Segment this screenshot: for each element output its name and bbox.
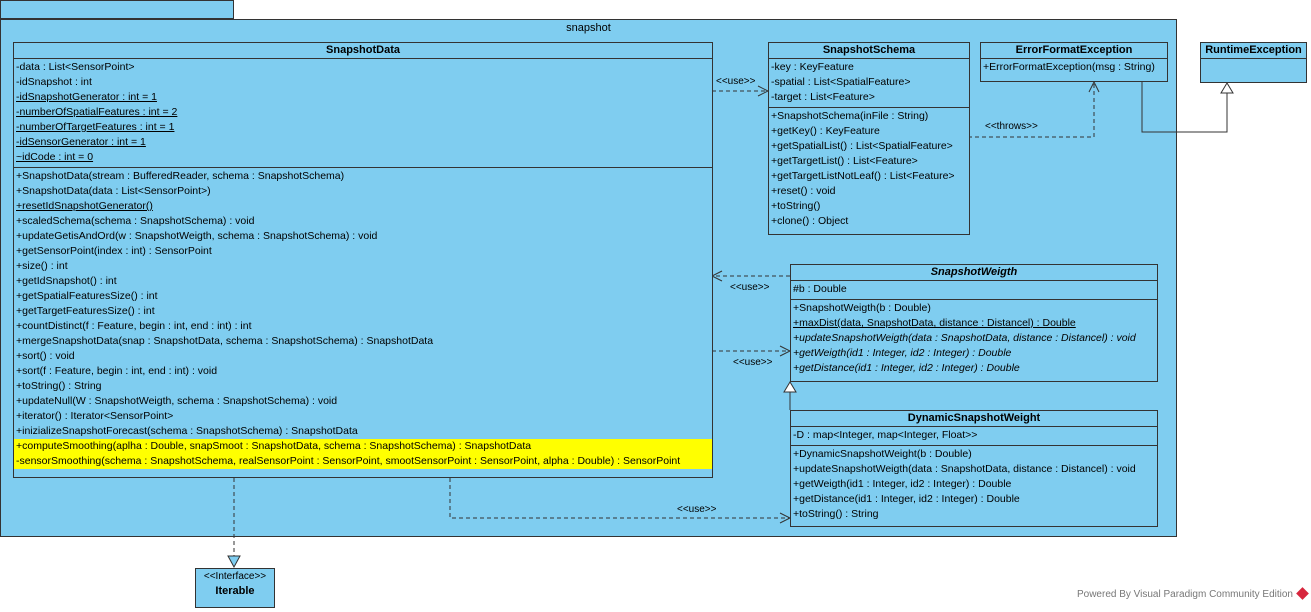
attribute: -spatial : List<SpatialFeature>	[771, 76, 911, 88]
label-use-4: <<use>>	[677, 504, 717, 515]
operations-section	[769, 108, 969, 231]
attributes-section	[791, 281, 1157, 300]
attribute-static: -idSnapshotGenerator : int = 1	[16, 91, 157, 103]
operation: +getKey() : KeyFeature	[771, 125, 880, 137]
operation: +reset() : void	[771, 185, 836, 197]
class-title: SnapshotData	[14, 43, 712, 59]
operation: +getWeigth(id1 : Integer, id2 : Integer) : Double	[793, 478, 1012, 490]
operation: +getSensorPoint(index : int) : SensorPoint	[16, 245, 212, 257]
operation-static: +resetIdSnapshotGenerator()	[16, 200, 153, 212]
operation: +toString() : String	[16, 380, 102, 392]
operation: +getDistance(id1 : Integer, id2 : Integer) : Double	[793, 493, 1020, 505]
operation: +updateGetisAndOrd(w : SnapshotWeigth, schema : SnapshotSchema) : void	[16, 230, 378, 242]
operation: +countDistinct(f : Feature, begin : int, end : int) : int	[16, 320, 252, 332]
operation: +updateSnapshotWeigth(data : SnapshotData, distance : Distancel) : void	[793, 463, 1136, 475]
operation: +SnapshotWeigth(b : Double)	[793, 302, 931, 314]
operation: +getSpatialFeaturesSize() : int	[16, 290, 158, 302]
operation: +scaledSchema(schema : SnapshotSchema) : void	[16, 215, 255, 227]
attribute-static: -numberOfSpatialFeatures : int = 2	[16, 106, 178, 118]
operations-section	[791, 446, 1157, 524]
attribute: -target : List<Feature>	[771, 91, 875, 103]
class-snapshotweigth[interactable]	[790, 264, 1158, 382]
operation: +getTargetFeaturesSize() : int	[16, 305, 155, 317]
realization-triangle-iterable	[228, 556, 240, 567]
attribute-static: ~idCode : int = 0	[16, 151, 94, 163]
class-title: SnapshotSchema	[769, 43, 969, 59]
attributes-section	[791, 427, 1157, 446]
operation: +inizializeSnapshotForecast(schema : SnapshotSchema) : SnapshotData	[16, 425, 358, 437]
attribute: -data : List<SensorPoint>	[16, 61, 135, 73]
attribute: -key : KeyFeature	[771, 61, 854, 73]
class-snapshotdata[interactable]	[13, 42, 713, 478]
attribute: -D : map<Integer, map<Integer, Float>>	[793, 429, 978, 441]
label-use-2: <<use>>	[730, 282, 770, 293]
operation-abstract: +updateSnapshotWeigth(data : SnapshotData, distance : Distancel) : void	[793, 332, 1136, 344]
operation: +iterator() : Iterator<SensorPoint>	[16, 410, 174, 422]
use-snapshotdata-dynamic	[450, 478, 790, 518]
package-name: snapshot	[566, 22, 611, 34]
attribute: #b : Double	[793, 283, 847, 295]
operation: +getIdSnapshot() : int	[16, 275, 117, 287]
operation: +getTargetList() : List<Feature>	[771, 155, 918, 167]
operation: +DynamicSnapshotWeight(b : Double)	[793, 448, 972, 460]
generalization-triangle-runtime	[1221, 83, 1233, 93]
operation-static: +maxDist(data, SnapshotData, distance : Distancel) : Double	[793, 317, 1076, 329]
attribute-static: -numberOfTargetFeatures : int = 1	[16, 121, 175, 133]
class-title: SnapshotWeigth	[791, 265, 1157, 281]
label-throws: <<throws>>	[985, 121, 1038, 132]
label-use-3: <<use>>	[733, 357, 773, 368]
attribute-static: -idSensorGenerator : int = 1	[16, 136, 146, 148]
operations-section	[981, 59, 1167, 77]
attribute: -idSnapshot : int	[16, 76, 92, 88]
operation: +getSpatialList() : List<SpatialFeature>	[771, 140, 953, 152]
interface-stereotype: <<Interface>>	[203, 571, 267, 582]
operation: +sort() : void	[16, 350, 75, 362]
operation-highlighted: +computeSmoothing(aplha : Double, snapSmoot : SnapshotData, schema : SnapshotSchema) : SnapshotData	[14, 439, 712, 454]
class-runtimeexception[interactable]	[1200, 42, 1307, 83]
operation-abstract: +getDistance(id1 : Integer, id2 : Integer) : Double	[793, 362, 1020, 374]
interface-iterable[interactable]	[195, 568, 275, 608]
operation-highlighted: -sensorSmoothing(schema : SnapshotSchema, realSensorPoint : SensorPoint, smootSensorPoint : SensorPoint, alpha : Double) : SensorPoint	[14, 454, 712, 469]
operation: +ErrorFormatException(msg : String)	[983, 61, 1155, 73]
powered-by-footer: Powered By Visual Paradigm Community Edition	[1076, 589, 1293, 600]
class-title: ErrorFormatException	[981, 43, 1167, 59]
operation: +clone() : Object	[771, 215, 849, 227]
operation: +getTargetListNotLeaf() : List<Feature>	[771, 170, 955, 182]
operation: +sort(f : Feature, begin : int, end : int) : void	[16, 365, 218, 377]
label-use-1: <<use>>	[716, 76, 756, 87]
operation: +SnapshotSchema(inFile : String)	[771, 110, 929, 122]
attributes-section	[14, 59, 712, 168]
interface-name: Iterable	[215, 585, 255, 597]
attributes-section	[769, 59, 969, 108]
class-title: RuntimeException	[1201, 43, 1306, 59]
operation: +SnapshotData(stream : BufferedReader, schema : SnapshotSchema)	[16, 170, 345, 182]
class-title: DynamicSnapshotWeight	[791, 411, 1157, 427]
operation: +SnapshotData(data : List<SensorPoint>)	[16, 185, 211, 197]
operation: +toString()	[771, 200, 821, 212]
operation: +toString() : String	[793, 508, 879, 520]
class-dynamicsnapshotweight[interactable]	[790, 410, 1158, 527]
operation: +updateNull(W : SnapshotWeigth, schema : SnapshotSchema) : void	[16, 395, 338, 407]
operations-section	[791, 300, 1157, 378]
class-snapshotschema[interactable]	[768, 42, 970, 235]
class-errorformatexception[interactable]	[980, 42, 1168, 82]
generalization-triangle-weigth	[784, 382, 796, 392]
operations-section	[14, 168, 712, 471]
operation-abstract: +getWeigth(id1 : Integer, id2 : Integer) : Double	[793, 347, 1012, 359]
generalization-exception-runtime	[1142, 82, 1227, 132]
operation: +size() : int	[16, 260, 68, 272]
operation: +mergeSnapshotData(snap : SnapshotData, schema : SnapshotSchema) : SnapshotData	[16, 335, 434, 347]
